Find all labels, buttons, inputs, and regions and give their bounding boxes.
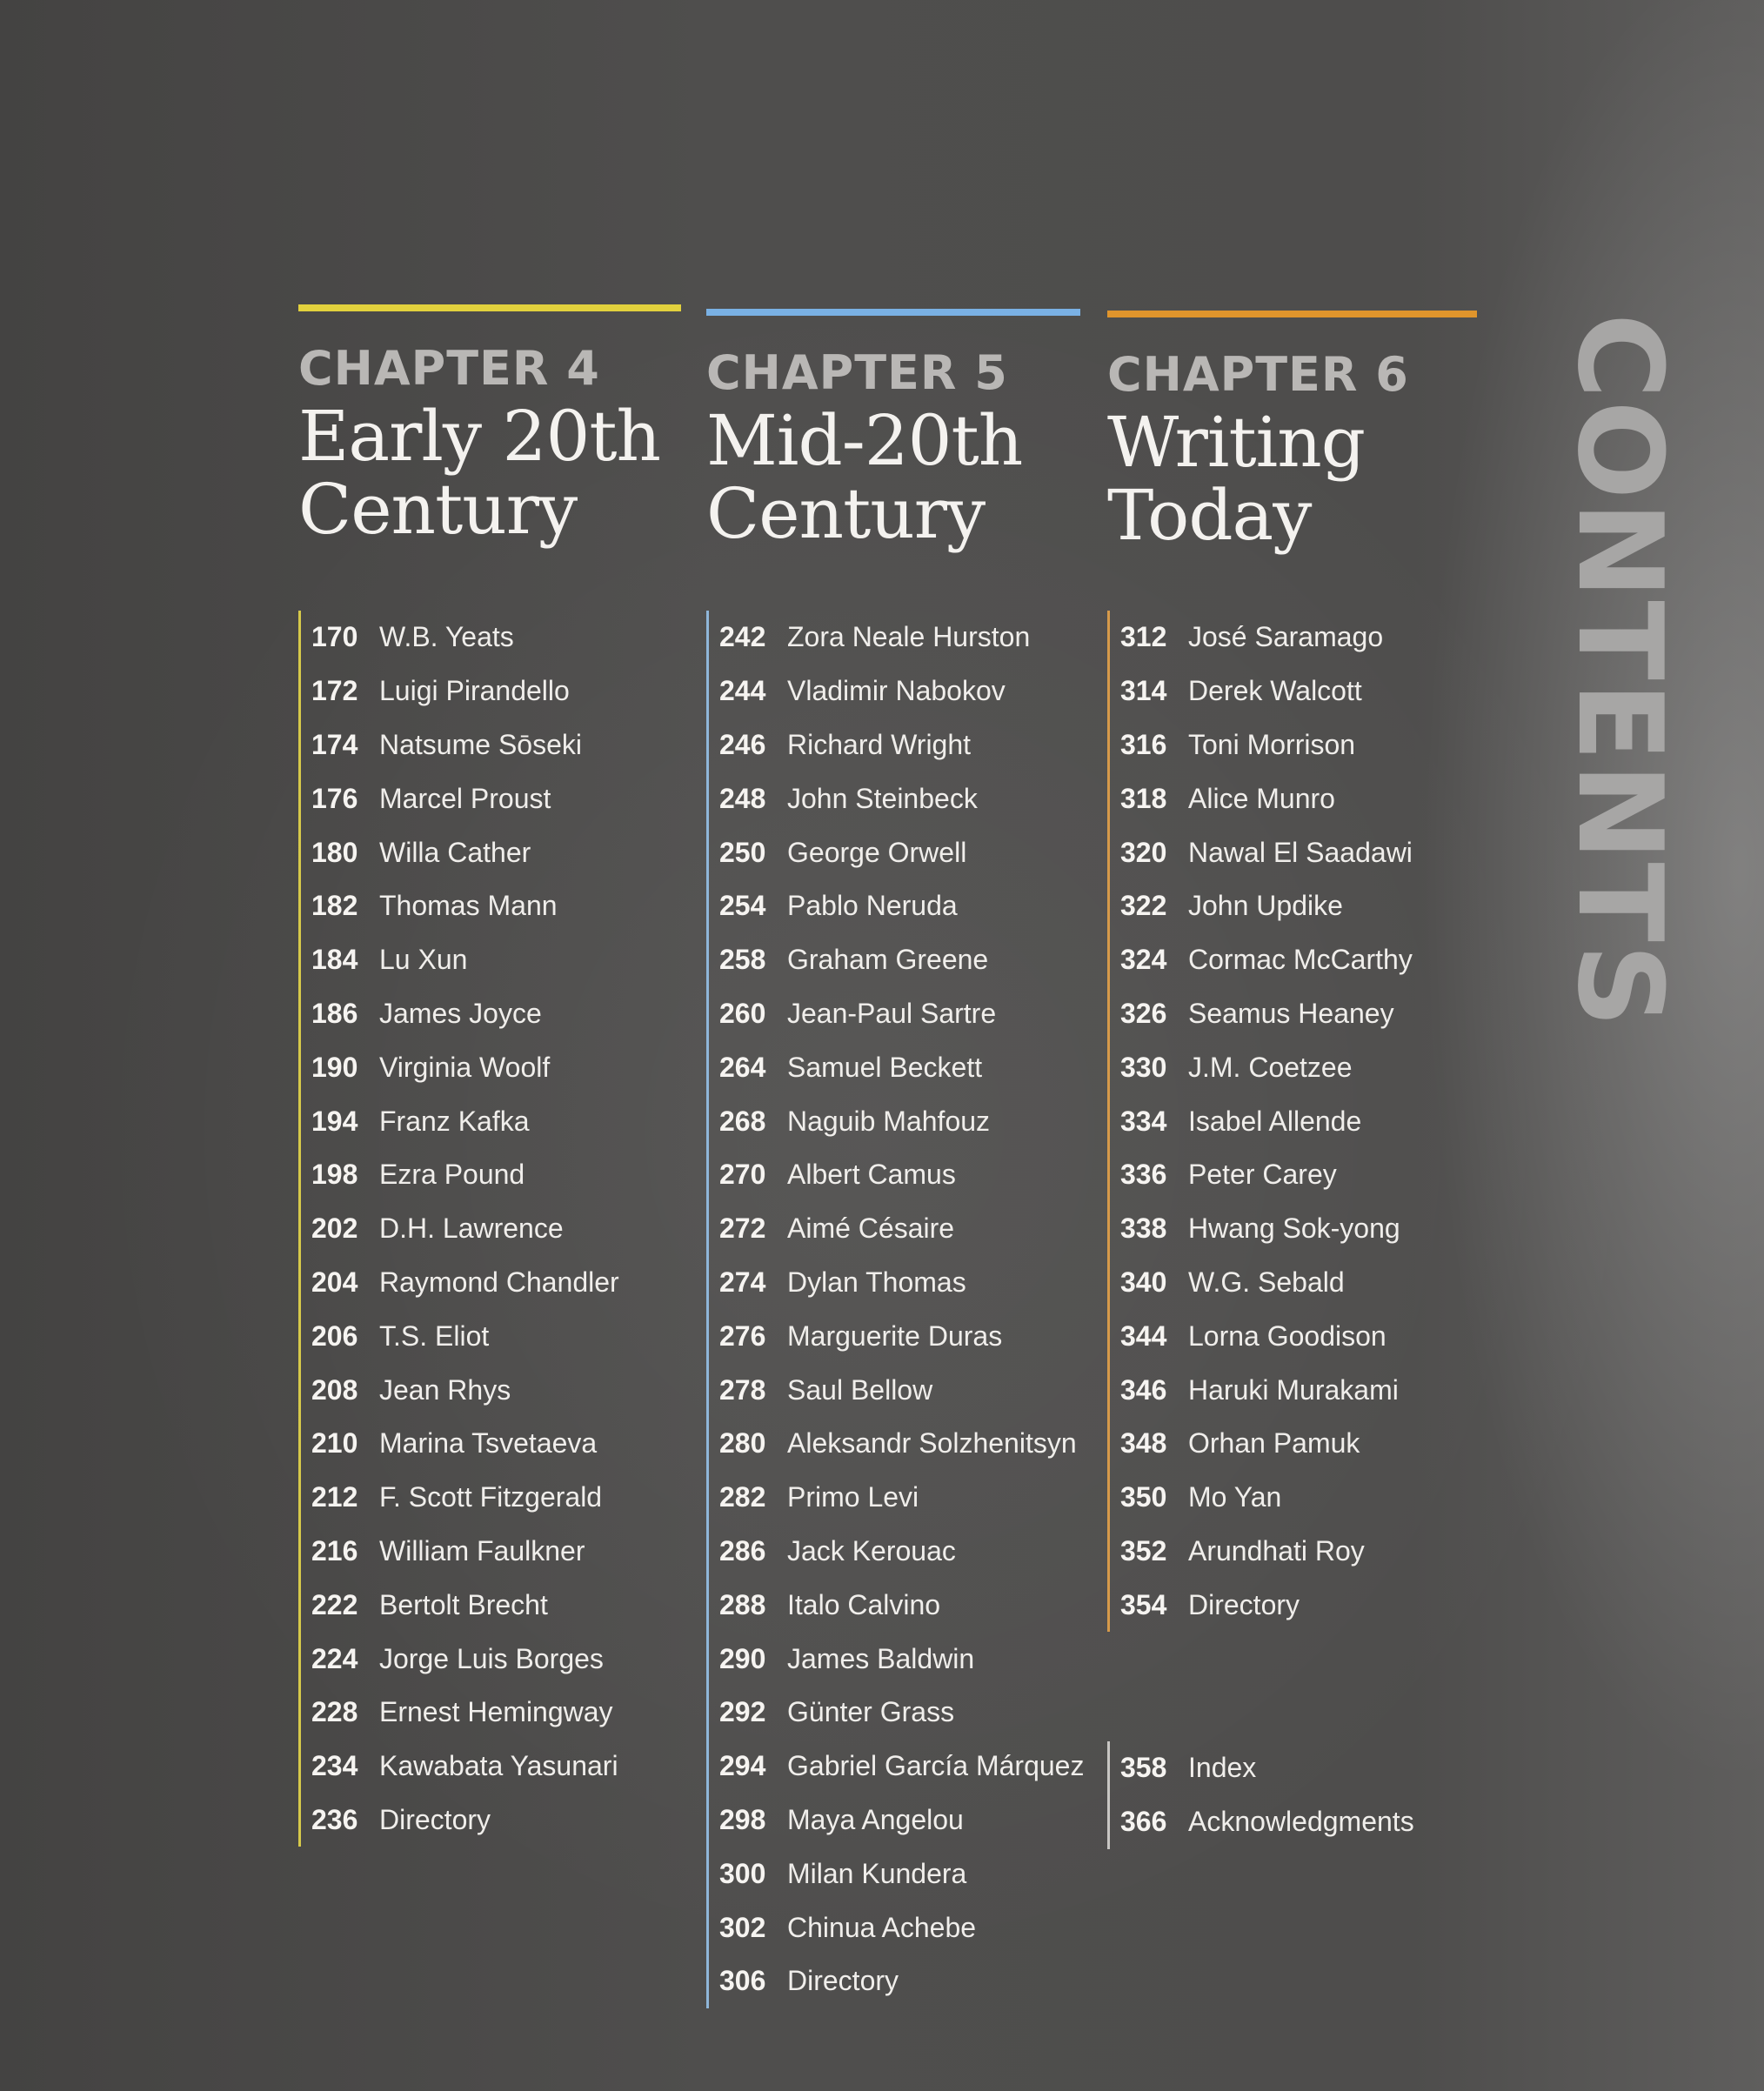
toc-entry-title: Directory xyxy=(379,1803,491,1835)
toc-entry xyxy=(709,1954,1084,2008)
toc-entry-title: Arundhati Roy xyxy=(1188,1534,1365,1567)
toc-entry xyxy=(1110,1795,1414,1849)
toc-entry-title: Ernest Hemingway xyxy=(379,1696,613,1728)
toc-page-number: 334 xyxy=(1120,1105,1167,1137)
toc-entry xyxy=(301,825,619,879)
toc-entry xyxy=(709,1256,1084,1310)
toc-entry-title: Jorge Luis Borges xyxy=(379,1642,604,1674)
toc-page-number: 302 xyxy=(719,1911,766,1943)
chapter-title-line: Early 20th xyxy=(298,396,661,477)
toc-entry xyxy=(1110,1578,1413,1632)
toc-page-number: 170 xyxy=(311,621,358,653)
toc-entry xyxy=(709,1686,1084,1740)
chapter-title xyxy=(1107,402,1477,556)
toc-entry xyxy=(709,1202,1084,1256)
toc-entry xyxy=(1110,1202,1413,1256)
toc-page-number: 292 xyxy=(719,1696,766,1728)
toc-entry-title: Maya Angelou xyxy=(787,1803,964,1835)
toc-entry xyxy=(301,1525,619,1579)
toc-entry-title: Index xyxy=(1188,1752,1257,1784)
toc-entry xyxy=(709,1847,1084,1901)
toc-entry xyxy=(709,825,1084,879)
toc-entry xyxy=(301,1740,619,1794)
toc-page-number: 278 xyxy=(719,1373,766,1406)
toc-page-number: 236 xyxy=(311,1803,358,1835)
toc-page-number: 258 xyxy=(719,944,766,976)
toc-entry-title: D.H. Lawrence xyxy=(379,1213,564,1245)
toc-page-number: 276 xyxy=(719,1319,766,1352)
toc-page-number: 180 xyxy=(311,836,358,868)
toc-entry-title: James Baldwin xyxy=(787,1642,975,1674)
toc-entry xyxy=(301,1417,619,1471)
toc-entry-title: Mo Yan xyxy=(1188,1481,1282,1513)
toc-page-number: 254 xyxy=(719,890,766,922)
toc-entry xyxy=(709,1309,1084,1363)
toc-entry xyxy=(1110,987,1413,1041)
toc-entry-title: F. Scott Fitzgerald xyxy=(379,1481,603,1513)
toc-entry-title: Gabriel García Márquez xyxy=(787,1750,1085,1782)
toc-page-number: 314 xyxy=(1120,675,1167,707)
contents-side-title: CONTENTS xyxy=(1552,313,1687,1030)
toc-entry-title: Thomas Mann xyxy=(379,890,558,922)
chapter-4-column xyxy=(298,304,681,1835)
toc-entry xyxy=(1110,1525,1413,1579)
toc-page-number: 216 xyxy=(311,1534,358,1567)
toc-entry-title: Chinua Achebe xyxy=(787,1911,977,1943)
toc-page-number: 176 xyxy=(311,782,358,814)
toc-entry xyxy=(1110,1094,1413,1148)
toc-page-number: 288 xyxy=(719,1588,766,1620)
toc-entry-title: Jack Kerouac xyxy=(787,1534,956,1567)
toc-entry xyxy=(1110,825,1413,879)
toc-entry xyxy=(1110,933,1413,987)
toc-entry xyxy=(709,718,1084,772)
toc-entry xyxy=(301,1578,619,1632)
toc-entry xyxy=(709,1040,1084,1094)
toc-entry-title: Naguib Mahfouz xyxy=(787,1105,991,1137)
toc-entry-title: Seamus Heaney xyxy=(1188,997,1394,1029)
chapter-5-color-rule xyxy=(706,309,1080,316)
chapter-title-line: Writing xyxy=(1107,402,1365,483)
toc-entry xyxy=(709,933,1084,987)
toc-page-number: 264 xyxy=(719,1051,766,1083)
toc-entry xyxy=(709,1471,1084,1525)
toc-entry xyxy=(301,1309,619,1363)
toc-page-number: 194 xyxy=(311,1105,358,1137)
toc-entry xyxy=(301,1148,619,1202)
toc-entry xyxy=(1110,1417,1413,1471)
toc-page-number: 320 xyxy=(1120,836,1167,868)
toc-entry-title: Alice Munro xyxy=(1188,782,1335,814)
toc-page-number: 298 xyxy=(719,1803,766,1835)
toc-entry xyxy=(301,1256,619,1310)
toc-entry-title: W.B. Yeats xyxy=(379,621,514,653)
toc-page-number: 346 xyxy=(1120,1373,1167,1406)
toc-entry-title: Aleksandr Solzhenitsyn xyxy=(787,1427,1077,1460)
toc-entry xyxy=(1110,1363,1413,1417)
toc-page-number: 358 xyxy=(1120,1752,1167,1784)
toc-page-number: 286 xyxy=(719,1534,766,1567)
toc-page-number: 340 xyxy=(1120,1266,1167,1298)
toc-entry-title: Aimé Césaire xyxy=(787,1213,955,1245)
toc-entry xyxy=(709,1417,1084,1471)
toc-entry xyxy=(301,1686,619,1740)
toc-page-number: 324 xyxy=(1120,944,1167,976)
toc-entry-title: Bertolt Brecht xyxy=(379,1588,548,1620)
toc-entry-title: Kawabata Yasunari xyxy=(379,1750,618,1782)
toc-entry-title: Lorna Goodison xyxy=(1188,1319,1386,1352)
toc-entry xyxy=(301,933,619,987)
toc-entry xyxy=(1110,1471,1413,1525)
toc-entry xyxy=(709,1578,1084,1632)
toc-entry xyxy=(709,665,1084,718)
toc-page-number: 316 xyxy=(1120,728,1167,760)
toc-entry xyxy=(1110,1148,1413,1202)
chapter-4-color-rule xyxy=(298,304,681,311)
toc-entry xyxy=(301,1632,619,1686)
toc-page-number: 312 xyxy=(1120,621,1167,653)
toc-entry-title: Zora Neale Hurston xyxy=(787,621,1031,653)
toc-entry-title: James Joyce xyxy=(379,997,542,1029)
toc-entry xyxy=(1110,879,1413,933)
toc-entry-title: Virginia Woolf xyxy=(379,1051,551,1083)
toc-entry-title: T.S. Eliot xyxy=(379,1319,490,1352)
toc-page-number: 326 xyxy=(1120,997,1167,1029)
toc-entry xyxy=(709,1632,1084,1686)
toc-entry-title: Marina Tsvetaeva xyxy=(379,1427,598,1460)
toc-entry-title: Nawal El Saadawi xyxy=(1188,836,1413,868)
toc-page-number: 184 xyxy=(311,944,358,976)
toc-entry xyxy=(301,665,619,718)
toc-page-number: 282 xyxy=(719,1481,766,1513)
toc-entry-title: Derek Walcott xyxy=(1188,675,1362,707)
chapter-title xyxy=(298,396,681,550)
toc-page-number: 272 xyxy=(719,1213,766,1245)
chapter-label: CHAPTER 6 xyxy=(1107,347,1409,402)
toc-entry-title: Acknowledgments xyxy=(1188,1806,1414,1838)
chapter-title-line: Century xyxy=(706,473,986,554)
chapter-6-column xyxy=(1107,311,1477,1838)
toc-entry-title: Peter Carey xyxy=(1188,1159,1337,1191)
toc-entry-title: Richard Wright xyxy=(787,728,972,760)
toc-entry xyxy=(709,1794,1084,1847)
toc-page-number: 186 xyxy=(311,997,358,1029)
chapter-label: CHAPTER 5 xyxy=(706,345,1008,400)
toc-entry-title: Albert Camus xyxy=(787,1159,956,1191)
toc-entry-title: John Updike xyxy=(1188,890,1343,922)
toc-entry-title: Vladimir Nabokov xyxy=(787,675,1006,707)
toc-page-number: 354 xyxy=(1120,1588,1167,1620)
toc-entry-title: Raymond Chandler xyxy=(379,1266,619,1298)
toc-entry-title: Jean-Paul Sartre xyxy=(787,997,997,1029)
toc-entry xyxy=(709,611,1084,665)
toc-entry-title: Franz Kafka xyxy=(379,1105,530,1137)
chapter-label: CHAPTER 4 xyxy=(298,341,600,396)
chapter-6-color-rule xyxy=(1107,311,1477,317)
toc-page-number: 294 xyxy=(719,1750,766,1782)
toc-entry xyxy=(301,1471,619,1525)
toc-page-number: 290 xyxy=(719,1642,766,1674)
chapter-title-line: Mid-20th xyxy=(706,400,1023,481)
toc-entry-title: Willa Cather xyxy=(379,836,531,868)
toc-page-number: 210 xyxy=(311,1427,358,1460)
toc-entry xyxy=(301,1363,619,1417)
toc-entry xyxy=(301,987,619,1041)
toc-entry-title: Cormac McCarthy xyxy=(1188,944,1413,976)
toc-entry-title: Samuel Beckett xyxy=(787,1051,983,1083)
toc-entry-title: Directory xyxy=(1188,1588,1300,1620)
toc-page-number: 224 xyxy=(311,1642,358,1674)
toc-entry-title: Haruki Murakami xyxy=(1188,1373,1399,1406)
toc-entry-title: Marcel Proust xyxy=(379,782,551,814)
toc-page-number: 222 xyxy=(311,1588,358,1620)
toc-entry xyxy=(1110,1040,1413,1094)
toc-page-number: 208 xyxy=(311,1373,358,1406)
chapter-4-entry-list xyxy=(298,611,619,1847)
toc-entry-title: José Saramago xyxy=(1188,621,1384,653)
toc-page-number: 338 xyxy=(1120,1213,1167,1245)
toc-page-number: 244 xyxy=(719,675,766,707)
chapter-6-entry-list xyxy=(1107,611,1413,1632)
toc-page-number: 348 xyxy=(1120,1427,1167,1460)
toc-entry xyxy=(709,987,1084,1041)
toc-entry xyxy=(1110,1256,1413,1310)
toc-page-number: 172 xyxy=(311,675,358,707)
toc-page-number: 274 xyxy=(719,1266,766,1298)
toc-entry xyxy=(709,1525,1084,1579)
toc-entry-title: Isabel Allende xyxy=(1188,1105,1362,1137)
toc-entry-title: Toni Morrison xyxy=(1188,728,1356,760)
toc-page-number: 350 xyxy=(1120,1481,1167,1513)
toc-entry xyxy=(301,611,619,665)
toc-page-number: 352 xyxy=(1120,1534,1167,1567)
toc-entry-title: Milan Kundera xyxy=(787,1857,967,1889)
toc-page-number: 206 xyxy=(311,1319,358,1352)
toc-entry xyxy=(301,1794,619,1847)
toc-entry-title: Marguerite Duras xyxy=(787,1319,1003,1352)
toc-page-number: 268 xyxy=(719,1105,766,1137)
toc-entry xyxy=(301,718,619,772)
toc-entry xyxy=(301,879,619,933)
toc-entry-title: W.G. Sebald xyxy=(1188,1266,1345,1298)
toc-entry-title: Lu Xun xyxy=(379,944,468,976)
toc-page-number: 322 xyxy=(1120,890,1167,922)
toc-entry xyxy=(301,1094,619,1148)
toc-page-number: 248 xyxy=(719,782,766,814)
toc-page-number: 202 xyxy=(311,1213,358,1245)
toc-entry-title: Orhan Pamuk xyxy=(1188,1427,1360,1460)
toc-entry xyxy=(709,1740,1084,1794)
back-matter-list xyxy=(1107,1741,1414,1849)
chapter-5-entry-list xyxy=(706,611,1084,2008)
chapter-5-column xyxy=(706,309,1085,1997)
toc-entry xyxy=(709,1901,1084,1954)
toc-page-number: 270 xyxy=(719,1159,766,1191)
toc-entry-title: J.M. Coetzee xyxy=(1188,1051,1353,1083)
toc-page-number: 336 xyxy=(1120,1159,1167,1191)
toc-entry-title: Hwang Sok-yong xyxy=(1188,1213,1400,1245)
toc-entry xyxy=(301,1202,619,1256)
toc-page-number: 198 xyxy=(311,1159,358,1191)
toc-page-number: 228 xyxy=(311,1696,358,1728)
toc-entry xyxy=(709,1148,1084,1202)
toc-entry-title: Ezra Pound xyxy=(379,1159,525,1191)
toc-page-number: 366 xyxy=(1120,1806,1167,1838)
toc-entry xyxy=(709,879,1084,933)
toc-entry xyxy=(1110,772,1413,825)
toc-entry-title: Saul Bellow xyxy=(787,1373,933,1406)
toc-entry-title: Dylan Thomas xyxy=(787,1266,966,1298)
toc-page-number: 190 xyxy=(311,1051,358,1083)
chapter-title-line: Today xyxy=(1107,475,1312,556)
toc-page-number: 344 xyxy=(1120,1319,1167,1352)
toc-page-number: 204 xyxy=(311,1266,358,1298)
toc-entry xyxy=(709,1094,1084,1148)
toc-page-number: 300 xyxy=(719,1857,766,1889)
toc-entry xyxy=(1110,718,1413,772)
toc-entry xyxy=(1110,611,1413,665)
toc-page-number: 330 xyxy=(1120,1051,1167,1083)
toc-entry-title: Luigi Pirandello xyxy=(379,675,570,707)
toc-entry-title: George Orwell xyxy=(787,836,967,868)
toc-page-number: 280 xyxy=(719,1427,766,1460)
toc-entry xyxy=(1110,1309,1413,1363)
chapter-title-line: Century xyxy=(298,469,578,550)
toc-page-number: 318 xyxy=(1120,782,1167,814)
toc-page-number: 306 xyxy=(719,1965,766,1997)
toc-entry-title: Natsume Sōseki xyxy=(379,728,582,760)
toc-entry-title: Günter Grass xyxy=(787,1696,955,1728)
toc-entry-title: Directory xyxy=(787,1965,899,1997)
toc-page-number: 260 xyxy=(719,997,766,1029)
toc-entry xyxy=(709,772,1084,825)
toc-entry xyxy=(301,772,619,825)
toc-entry xyxy=(1110,1741,1414,1795)
toc-entry-title: Pablo Neruda xyxy=(787,890,958,922)
toc-page-number: 250 xyxy=(719,836,766,868)
chapter-title xyxy=(706,400,1080,554)
toc-page-number: 246 xyxy=(719,728,766,760)
toc-entry-title: Primo Levi xyxy=(787,1481,919,1513)
toc-page-number: 174 xyxy=(311,728,358,760)
toc-entry xyxy=(709,1363,1084,1417)
toc-page-number: 182 xyxy=(311,890,358,922)
toc-entry-title: Graham Greene xyxy=(787,944,989,976)
toc-entry-title: John Steinbeck xyxy=(787,782,978,814)
toc-page-number: 242 xyxy=(719,621,766,653)
toc-page-number: 212 xyxy=(311,1481,358,1513)
toc-entry xyxy=(301,1040,619,1094)
toc-entry-title: Jean Rhys xyxy=(379,1373,511,1406)
toc-entry-title: William Faulkner xyxy=(379,1534,585,1567)
toc-entry xyxy=(1110,665,1413,718)
toc-entry-title: Italo Calvino xyxy=(787,1588,941,1620)
toc-page-number: 234 xyxy=(311,1750,358,1782)
